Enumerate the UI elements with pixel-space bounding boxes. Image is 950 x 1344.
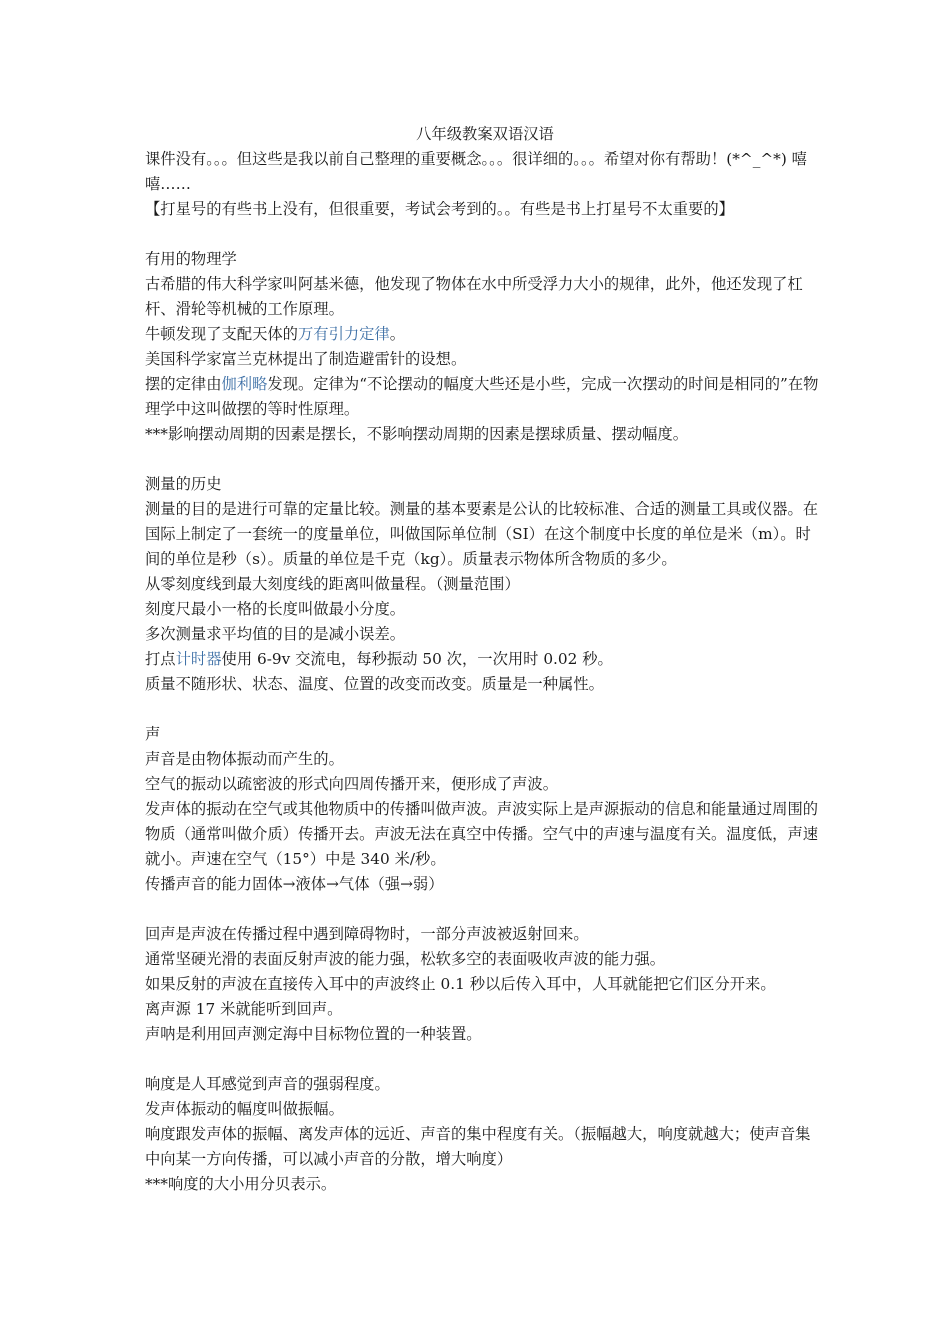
paragraph: 美国科学家富兰克林提出了制造避雷针的设想。: [145, 350, 467, 368]
link-galileo[interactable]: 伽利略: [221, 375, 268, 393]
paragraph: 通常坚硬光滑的表面反射声波的能力强，松软多空的表面吸收声波的能力强。: [145, 950, 666, 968]
paragraph: 刻度尺最小一格的长度叫做最小分度。: [145, 600, 406, 618]
paragraph: 声音是由物体振动而产生的。: [145, 750, 344, 768]
link-timer[interactable]: 计时器: [175, 650, 222, 668]
spacer: [145, 1047, 825, 1072]
paragraph: 传播声音的能力固体→液体→气体（强→弱）: [145, 875, 444, 893]
document-body: [145, 122, 825, 1197]
link-universal-gravitation[interactable]: 万有引力定律: [297, 325, 390, 343]
intro-note: 【打星号的有些书上没有，但很重要，考试会考到的。。有些是书上打星号不太重要的】: [145, 200, 734, 218]
paragraph: 古希腊的伟大科学家叫阿基米德，他发现了物体在水中所受浮力大小的规律，此外，他还发现了杠杆、滑轮等机械的工作原理。: [145, 275, 803, 318]
text-span: 摆的定律由: [145, 375, 222, 393]
paragraph: 响度跟发声体的振幅、离发声体的远近、声音的集中程度有关。（振幅越大，响度就越大；使声音集中向某一方向传播，可以减小声音的分散，增大响度）: [145, 1125, 811, 1168]
text-span: 发现。定律为“不论摆动的幅度大些还是小些，完成一次摆动的时间是相同的”在物理学中这叫做摆的等时性原理。: [145, 375, 819, 418]
text-span: 牛顿发现了支配天体的: [145, 325, 298, 343]
paragraph: 测量的目的是进行可靠的定量比较。测量的基本要素是公认的比较标准、合适的测量工具或仪器。在国际上制定了一套统一的度量单位，叫做国际单位制（SI）在这个制度中长度的单位是米（m）。时间的单位是秒（s）。质量的单位是千克（kg）。质量表示物体所含物质的多少。: [145, 500, 819, 568]
paragraph: 发声体振动的幅度叫做振幅。: [145, 1100, 344, 1118]
spacer: [145, 447, 825, 472]
paragraph: 如果反射的声波在直接传入耳中的声波终止 0.1 秒以后传入耳中，人耳就能把它们区分开来。: [145, 975, 776, 993]
paragraph: ***响度的大小用分贝表示。: [145, 1175, 337, 1193]
spacer: [145, 897, 825, 922]
paragraph: 回声是声波在传播过程中遇到障碍物时，一部分声波被返射回来。: [145, 925, 589, 943]
spacer: [145, 222, 825, 247]
paragraph: 响度是人耳感觉到声音的强弱程度。: [145, 1075, 390, 1093]
paragraph: [145, 322, 825, 347]
paragraph: 空气的振动以疏密波的形式向四周传播开来，便形成了声波。: [145, 775, 559, 793]
intro-line: 课件没有。。。但这些是我以前自己整理的重要概念。。。很详细的。。。希望对你有帮助！(*^_^*) 嘻嘻……: [145, 150, 807, 193]
paragraph: 从零刻度线到最大刻度线的距离叫做量程。（测量范围）: [145, 575, 520, 593]
section-heading-sound: 声: [145, 725, 161, 743]
paragraph: 质量不随形状、状态、温度、位置的改变而改变。质量是一种属性。: [145, 675, 604, 693]
paragraph: [145, 372, 825, 422]
text-span: 打点: [145, 650, 176, 668]
text-span: 。: [389, 325, 406, 343]
section-heading-measurement: 测量的历史: [145, 475, 222, 493]
spacer: [145, 697, 825, 722]
paragraph: 多次测量求平均值的目的是减小误差。: [145, 625, 406, 643]
paragraph: 声呐是利用回声测定海中目标物位置的一种装置。: [145, 1025, 482, 1043]
document-title: 八年级教案双语汉语: [416, 125, 554, 143]
text-span: 使用 6-9v 交流电，每秒振动 50 次，一次用时 0.02 秒。: [221, 650, 613, 668]
paragraph: [145, 647, 825, 672]
paragraph: 发声体的振动在空气或其他物质中的传播叫做声波。声波实际上是声源振动的信息和能量通过周围的物质（通常叫做介质）传播开去。声波无法在真空中传播。空气中的声速与温度有关。温度低，声速就小。声速在空气（15°）中是 340 米/秒。: [145, 800, 819, 868]
section-heading-physics: 有用的物理学: [145, 250, 237, 268]
paragraph: ***影响摆动周期的因素是摆长，不影响摆动周期的因素是摆球质量、摆动幅度。: [145, 425, 689, 443]
paragraph: 离声源 17 米就能听到回声。: [145, 1000, 343, 1018]
